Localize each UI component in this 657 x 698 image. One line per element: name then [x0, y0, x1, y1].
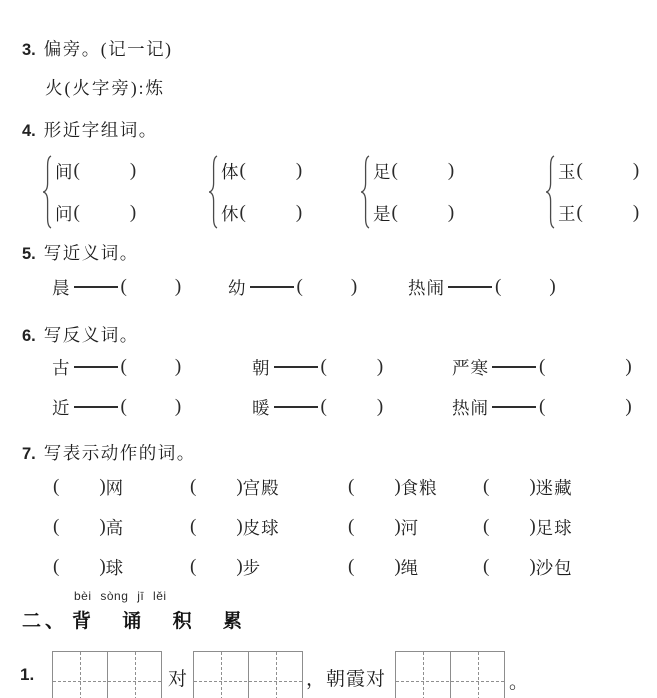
q6-title: 写反义词。 [43, 325, 139, 345]
q4-title: 形近字组词。 [43, 120, 158, 140]
q6-item [52, 356, 181, 378]
q4-pair-column [373, 150, 454, 234]
answer-blank [354, 487, 394, 488]
dash-connector [274, 366, 318, 368]
answer-blank [398, 213, 448, 214]
open-paren-symbol: ( [483, 516, 490, 537]
q4-pair-line [558, 192, 639, 234]
answer-blank [489, 567, 529, 568]
writing-grid [395, 651, 505, 698]
character: 高 [105, 517, 125, 538]
dash-connector [274, 406, 318, 408]
open-paren-symbol: ( [296, 276, 303, 297]
q7-item [483, 476, 573, 498]
brace-icon [208, 155, 218, 229]
q5-item [228, 276, 357, 298]
close-paren-symbol: ) [236, 516, 243, 537]
close-paren-symbol: ) [295, 160, 303, 181]
q6-item [252, 396, 383, 418]
open-paren-symbol: ( [483, 556, 490, 577]
q4-pair-line [221, 150, 302, 192]
answer-blank [59, 487, 99, 488]
recite1-mid-text: 对 [168, 669, 189, 690]
open-paren-symbol: ( [348, 516, 355, 537]
close-paren-symbol: ) [394, 516, 401, 537]
q5-heading [22, 240, 139, 265]
character: 玉 [558, 161, 577, 182]
answer-blank [127, 407, 175, 408]
answer-blank [59, 527, 99, 528]
q4-pair-group [360, 150, 454, 234]
q5-number: 5. [22, 245, 36, 263]
q4-pair-column [221, 150, 302, 234]
recite1-number: 1. [20, 665, 35, 684]
character: 古 [52, 357, 71, 378]
open-paren-symbol: ( [539, 356, 546, 377]
writing-grid-cell [53, 652, 107, 698]
close-paren-symbol: ) [129, 202, 137, 223]
open-paren-symbol: ( [348, 556, 355, 577]
character: 近 [52, 397, 71, 418]
writing-grid [193, 651, 303, 698]
brace-icon [545, 155, 555, 229]
dash-connector [492, 406, 536, 408]
close-paren-symbol: ) [99, 556, 106, 577]
open-paren-symbol: ( [495, 276, 502, 297]
open-paren-symbol: ( [320, 396, 327, 417]
q4-pair-line [373, 150, 454, 192]
character: 球 [105, 557, 125, 578]
q4-pair-line [221, 192, 302, 234]
q7-item [190, 476, 280, 498]
character: 朝 [252, 357, 271, 378]
close-paren-symbol: ) [350, 276, 358, 297]
close-paren-symbol: ) [174, 356, 182, 377]
q7-item [348, 516, 419, 538]
q5-title: 写近义词。 [43, 243, 139, 263]
character: 足 [373, 161, 392, 182]
q3-number: 3. [22, 41, 36, 59]
answer-blank [501, 287, 549, 288]
character: 绳 [400, 557, 420, 578]
q4-heading [22, 117, 158, 142]
open-paren-symbol: ( [320, 356, 327, 377]
character: 王 [558, 203, 577, 224]
open-paren-symbol: ( [190, 556, 197, 577]
q4-pair-column [55, 150, 136, 234]
answer-blank [246, 171, 296, 172]
answer-blank [489, 487, 529, 488]
answer-blank [246, 213, 296, 214]
q4-pair-line [55, 150, 136, 192]
character: 间 [55, 161, 74, 182]
answer-blank [489, 527, 529, 528]
open-paren-symbol: ( [120, 276, 127, 297]
answer-blank [327, 407, 377, 408]
part2-pinyin: bèi sòng jī lěi [74, 589, 167, 603]
answer-blank [303, 287, 351, 288]
q5-item [408, 276, 556, 298]
dash-connector [448, 286, 492, 288]
q4-pair-line [558, 150, 639, 192]
q7-item [53, 516, 124, 538]
open-paren-symbol: ( [483, 476, 490, 497]
q7-item [348, 556, 419, 578]
close-paren-symbol: ) [529, 516, 536, 537]
open-paren-symbol: ( [190, 476, 197, 497]
close-paren-symbol: ) [529, 556, 536, 577]
q5-item [52, 276, 181, 298]
q7-heading [22, 440, 196, 465]
character: 足球 [535, 517, 573, 538]
open-paren-symbol: ( [53, 476, 60, 497]
close-paren-symbol: ) [376, 396, 384, 417]
close-paren-symbol: ) [99, 516, 106, 537]
close-paren-symbol: ) [549, 276, 556, 297]
q7-item [483, 516, 573, 538]
open-paren-symbol: ( [73, 160, 80, 181]
answer-blank [354, 527, 394, 528]
dash-connector [492, 366, 536, 368]
answer-blank [127, 287, 175, 288]
writing-grid-cell [194, 652, 248, 698]
close-paren-symbol: ) [99, 476, 106, 497]
q4-pair-groups [0, 150, 657, 230]
part2-number: 二、 [22, 611, 69, 632]
character: 河 [400, 517, 420, 538]
character: 宫殿 [242, 477, 280, 498]
character: 步 [242, 557, 262, 578]
open-paren-symbol: ( [190, 516, 197, 537]
q6-item [252, 356, 383, 378]
close-paren-symbol: ) [625, 396, 632, 417]
open-paren-symbol: ( [576, 160, 583, 181]
character: 皮球 [242, 517, 280, 538]
dash-connector [74, 286, 118, 288]
q4-pair-group [545, 150, 639, 234]
recite1-period: 。 [509, 672, 530, 693]
q6-item [52, 396, 181, 418]
writing-grid-cell [107, 652, 161, 698]
open-paren-symbol: ( [239, 160, 246, 181]
q7-item [190, 516, 280, 538]
writing-grid-cell [248, 652, 302, 698]
recite1-second-text: ，朝霞对 [306, 669, 387, 690]
close-paren-symbol: ) [376, 356, 384, 377]
close-paren-symbol: ) [129, 160, 137, 181]
character: 热闹 [452, 397, 489, 418]
open-paren-symbol: ( [391, 160, 398, 181]
q7-item [53, 476, 124, 498]
open-paren-symbol: ( [73, 202, 80, 223]
character: 网 [105, 477, 125, 498]
close-paren-symbol: ) [625, 356, 632, 377]
q6-item [452, 396, 632, 418]
answer-blank [80, 171, 130, 172]
character: 严寒 [452, 357, 489, 378]
q7-title: 写表示动作的词。 [43, 443, 196, 463]
q4-pair-line [55, 192, 136, 234]
dash-connector [74, 366, 118, 368]
brace-icon [42, 155, 52, 229]
q4-pair-column [558, 150, 639, 234]
writing-grid-cell [396, 652, 450, 698]
character: 食粮 [400, 477, 438, 498]
open-paren-symbol: ( [120, 356, 127, 377]
q4-pair-group [208, 150, 302, 234]
character: 休 [221, 203, 240, 224]
close-paren-symbol: ) [529, 476, 536, 497]
q4-number: 4. [22, 122, 36, 140]
answer-blank [354, 567, 394, 568]
dash-connector [250, 286, 294, 288]
q7-item [190, 556, 261, 578]
dash-connector [74, 406, 118, 408]
open-paren-symbol: ( [391, 202, 398, 223]
q7-item [53, 556, 124, 578]
q4-pair-group [42, 150, 136, 234]
character: 问 [55, 203, 74, 224]
character: 体 [221, 161, 240, 182]
answer-blank [327, 367, 377, 368]
q3-example: 火(火字旁):炼 [45, 78, 166, 98]
close-paren-symbol: ) [632, 160, 640, 181]
q3-heading [22, 36, 172, 61]
close-paren-symbol: ) [394, 556, 401, 577]
writing-grid-cell [450, 652, 504, 698]
open-paren-symbol: ( [539, 396, 546, 417]
close-paren-symbol: ) [447, 160, 455, 181]
brace-icon [360, 155, 370, 229]
open-paren-symbol: ( [239, 202, 246, 223]
close-paren-symbol: ) [632, 202, 640, 223]
open-paren-symbol: ( [53, 516, 60, 537]
q3-title: 偏旁。(记一记) [43, 39, 173, 59]
character: 热闹 [408, 277, 445, 298]
open-paren-symbol: ( [53, 556, 60, 577]
answer-blank [59, 567, 99, 568]
writing-grid [52, 651, 162, 698]
close-paren-symbol: ) [394, 476, 401, 497]
close-paren-symbol: ) [174, 276, 182, 297]
q6-item [452, 356, 632, 378]
answer-blank [127, 367, 175, 368]
q4-pair-line [373, 192, 454, 234]
character: 迷藏 [535, 477, 573, 498]
answer-blank [398, 171, 448, 172]
close-paren-symbol: ) [295, 202, 303, 223]
answer-blank [196, 567, 236, 568]
open-paren-symbol: ( [576, 202, 583, 223]
part2-heading [22, 606, 255, 633]
close-paren-symbol: ) [236, 476, 243, 497]
character: 暖 [252, 397, 271, 418]
answer-blank [80, 213, 130, 214]
answer-blank [196, 527, 236, 528]
answer-blank [583, 171, 633, 172]
character: 沙包 [535, 557, 573, 578]
answer-blank [583, 213, 633, 214]
close-paren-symbol: ) [447, 202, 455, 223]
close-paren-symbol: ) [174, 396, 182, 417]
q6-number: 6. [22, 327, 36, 345]
character: 是 [373, 203, 392, 224]
answer-blank [196, 487, 236, 488]
answer-blank [545, 407, 625, 408]
q7-number: 7. [22, 445, 36, 463]
character: 晨 [52, 277, 71, 298]
q7-item [483, 556, 573, 578]
q6-heading [22, 322, 139, 347]
part2-title: 背 诵 积 累 [72, 611, 255, 632]
open-paren-symbol: ( [348, 476, 355, 497]
character: 幼 [228, 277, 247, 298]
close-paren-symbol: ) [236, 556, 243, 577]
answer-blank [545, 367, 625, 368]
q7-item [348, 476, 438, 498]
open-paren-symbol: ( [120, 396, 127, 417]
